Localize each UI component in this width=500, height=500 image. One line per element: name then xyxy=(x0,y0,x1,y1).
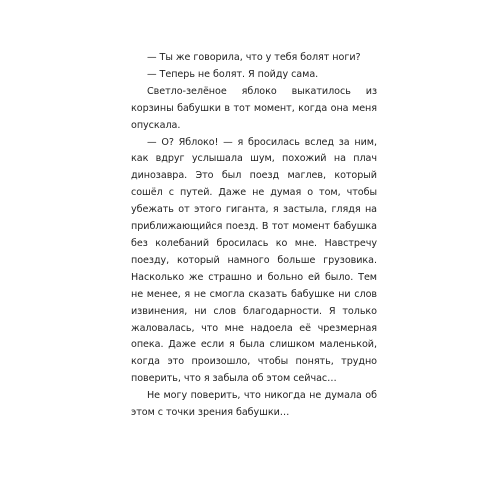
paragraph-1: — Ты же говорила, что у тебя болят ноги? xyxy=(147,52,361,63)
paragraph-2: — Теперь не болят. Я пойду сама. xyxy=(147,68,319,80)
paragraph-4: — О? Яблоко! — я бросилась вслед за ним, как вдруг услышала шум, похожий на плач динозавра. Это был поезд маглев, который сошёл с путей. Даже не думая о том, чтобы убежать от этого гиганта, я застыла, глядя на приближающийся поезд. В тот момент бабушка без колебаний бросилась ко мне. Навстречу поезду, который намного больше грузовика. Насколько же страшно и больно ей было. Тем не менее, я не смогла сказать бабушке ни слов извинения, ни слов благодарности. Я только жаловалась, что мне надоела её чрезмерная опека. Даже если я была слишком маленькой, когда это произошло, чтобы понять, трудно поверить, что я забыла об этом сейчас… xyxy=(131,136,377,385)
paragraph-3: Светло-зелёное яблоко выкатилось из корзины бабушки в тот момент, когда она меня опускала. xyxy=(131,85,377,131)
body-text xyxy=(131,50,377,422)
paragraph-5: Не могу поверить, что никогда не думала об этом с точки зрения бабушки… xyxy=(131,390,377,419)
